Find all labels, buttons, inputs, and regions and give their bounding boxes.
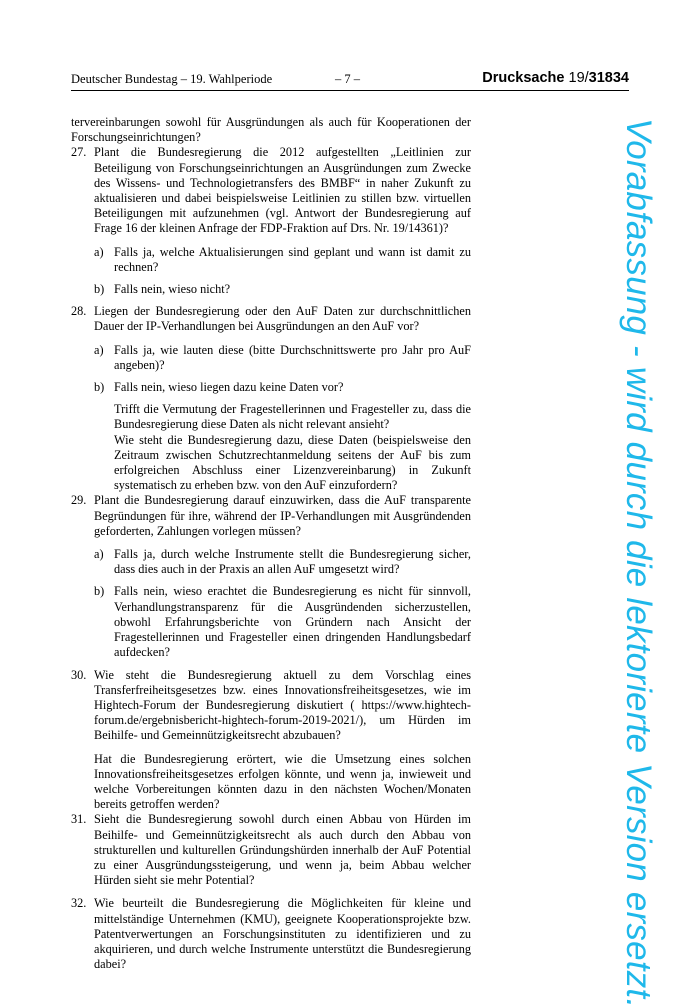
document-number bbox=[482, 70, 629, 86]
sub-label: a) bbox=[94, 547, 104, 562]
sub-text: Falls ja, welche Aktualisierungen sind geplant und wann ist damit zu rechnen? bbox=[114, 244, 471, 274]
sub-text: Falls ja, wie lauten diese (bitte Durchschnittswerte pro Jahr pro AuF angeben)? bbox=[114, 342, 471, 372]
page-header bbox=[71, 70, 629, 90]
question-text: Liegen der Bundesregierung oder den AuF Daten zur durchschnittlichen Dauer der IP-Verhandlungen bei Ausgründungen an den AuF vor? bbox=[94, 304, 471, 334]
question-31 bbox=[71, 812, 471, 888]
sub-label: b) bbox=[94, 282, 105, 297]
question-number: 32. bbox=[71, 896, 87, 911]
question-30-note: Hat die Bundesregierung erörtert, wie die Umsetzung eines solchen Innovationsfreiheitsgesetzes erfolgen könnte, und wenn ja, inwieweit und welche Vorbereitungen könnten dazu in den nächsten Wochen/Monaten bereits getroffen werden? bbox=[94, 751, 471, 812]
sub-text: Falls nein, wieso nicht? bbox=[114, 282, 231, 297]
question-29-a bbox=[71, 547, 471, 577]
document-body bbox=[71, 115, 471, 980]
question-number: 27. bbox=[71, 145, 87, 160]
question-28-a bbox=[71, 343, 471, 373]
doc-number: 31834 bbox=[588, 70, 629, 86]
watermark-text: Vorabfassung - wird durch die lektorierte Version ersetzt. bbox=[619, 118, 658, 1008]
question-number: 29. bbox=[71, 493, 87, 508]
question-27-b bbox=[71, 282, 471, 297]
question-28-note-2: Wie steht die Bundesregierung dazu, diese Daten (beispielsweise den Zeitraum zwischen Schutzrechtanmeldung seitens der AuF bis zum erfolgreichen Abschluss einer Lizenzvereinbarung) in Zukunft systematisch zu erheben bzw. von den AuF einzufordern? bbox=[114, 432, 471, 493]
sub-label: a) bbox=[94, 342, 104, 357]
question-28-b bbox=[71, 380, 471, 395]
question-text: Wie beurteilt die Bundesregierung die Möglichkeiten für kleine und mittelständige Unternehmen (KMU), geeignete Kooperationsprojekte bzw. Patentverwertungen an Forschungsinstituten zu identifizieren und zu akquirieren, und durch welche Instrumente unterstützt die Bundesregierung dabei? bbox=[94, 896, 471, 972]
question-29-b bbox=[71, 584, 471, 660]
question-29 bbox=[71, 493, 471, 539]
sub-text: Falls nein, wieso liegen dazu keine Daten vor? bbox=[114, 380, 344, 395]
question-32 bbox=[71, 896, 471, 972]
sub-text: Falls nein, wieso erachtet die Bundesregierung es nicht für sinnvoll, Verhandlungstransparenz für die Ausgründenden sicherzustellen, obwohl Erfahrungsberichte von Gründern nach Ansicht der Fragestellerinnen und Fragesteller einen dringenden Handlungsbedarf aufdecken? bbox=[114, 584, 471, 660]
question-text: Plant die Bundesregierung darauf einzuwirken, dass die AuF transparente Begründungen für ihre, während der IP-Verhandlungen mit Ausgründenden geforderten, Zahlungen vorlegen müssen? bbox=[94, 493, 471, 538]
sub-text: Falls ja, durch welche Instrumente stellt die Bundesregierung sicher, dass dies auch in der Praxis an allen AuF umgesetzt wird? bbox=[114, 547, 471, 577]
doc-period: 19/ bbox=[568, 70, 589, 86]
sub-label: b) bbox=[94, 380, 105, 395]
question-text: Wie steht die Bundesregierung aktuell zu dem Vorschlag eines Transferfreiheitsgesetzes bzw. eines Innovationsfreiheitsgesetzes, wie im Hightech-Forum der Bundesregierung diskutiert ( https://www.hightech-forum.de/ergebnisbericht-hightech-forum-2019-2021/), um Hürden im Beihilfe- und Gemeinnützigkeitsrecht abzubauen? bbox=[94, 667, 471, 743]
question-27 bbox=[71, 145, 471, 236]
sub-label: b) bbox=[94, 584, 105, 599]
continuation-text: tervereinbarungen sowohl für Ausgründungen als auch für Kooperationen der Forschungseinrichtungen? bbox=[71, 115, 471, 145]
doc-label: Drucksache bbox=[482, 70, 565, 86]
question-27-a bbox=[71, 245, 471, 275]
sub-label: a) bbox=[94, 244, 104, 259]
question-28-note-1: Trifft die Vermutung der Fragestellerinnen und Fragesteller zu, dass die Bundesregierung diese Daten als nicht relevant ansieht? bbox=[114, 402, 471, 432]
question-number: 30. bbox=[71, 667, 87, 682]
header-parliament: Deutscher Bundestag – 19. Wahlperiode bbox=[71, 72, 273, 86]
page-number: – 7 – bbox=[335, 72, 360, 86]
question-number: 28. bbox=[71, 304, 87, 319]
question-30 bbox=[71, 668, 471, 744]
question-text: Plant die Bundesregierung die 2012 aufgestellten „Leitlinien zur Beteiligung von Forschungseinrichtungen an Ausgründungen zum Zwecke des Wissens- und Technologietransfers des BMBF“ in naher Zukunft zu aktualisieren und dabei beispielsweise Leitlinien zu stillen bzw. virtuellen Beteiligungen mit aufzunehmen (vgl. Antwort der Bundesregierung auf Frage 16 der kleinen Anfrage der FDP-Fraktion auf Drs. Nr. 19/14361)? bbox=[94, 145, 471, 236]
question-28 bbox=[71, 304, 471, 334]
question-text: Sieht die Bundesregierung sowohl durch einen Abbau von Hürden im Beihilfe- und Gemeinnützigkeitsrecht als auch durch den Abbau von strukturellen und kulturellen Gründungshürden innerhalb der AuF Potential zu einer Ausgründungssteigerung, und wenn ja, beim Abbau welcher Hürden sieht sie mehr Potential? bbox=[94, 812, 471, 888]
question-number: 31. bbox=[71, 812, 87, 827]
header-rule bbox=[71, 90, 629, 91]
